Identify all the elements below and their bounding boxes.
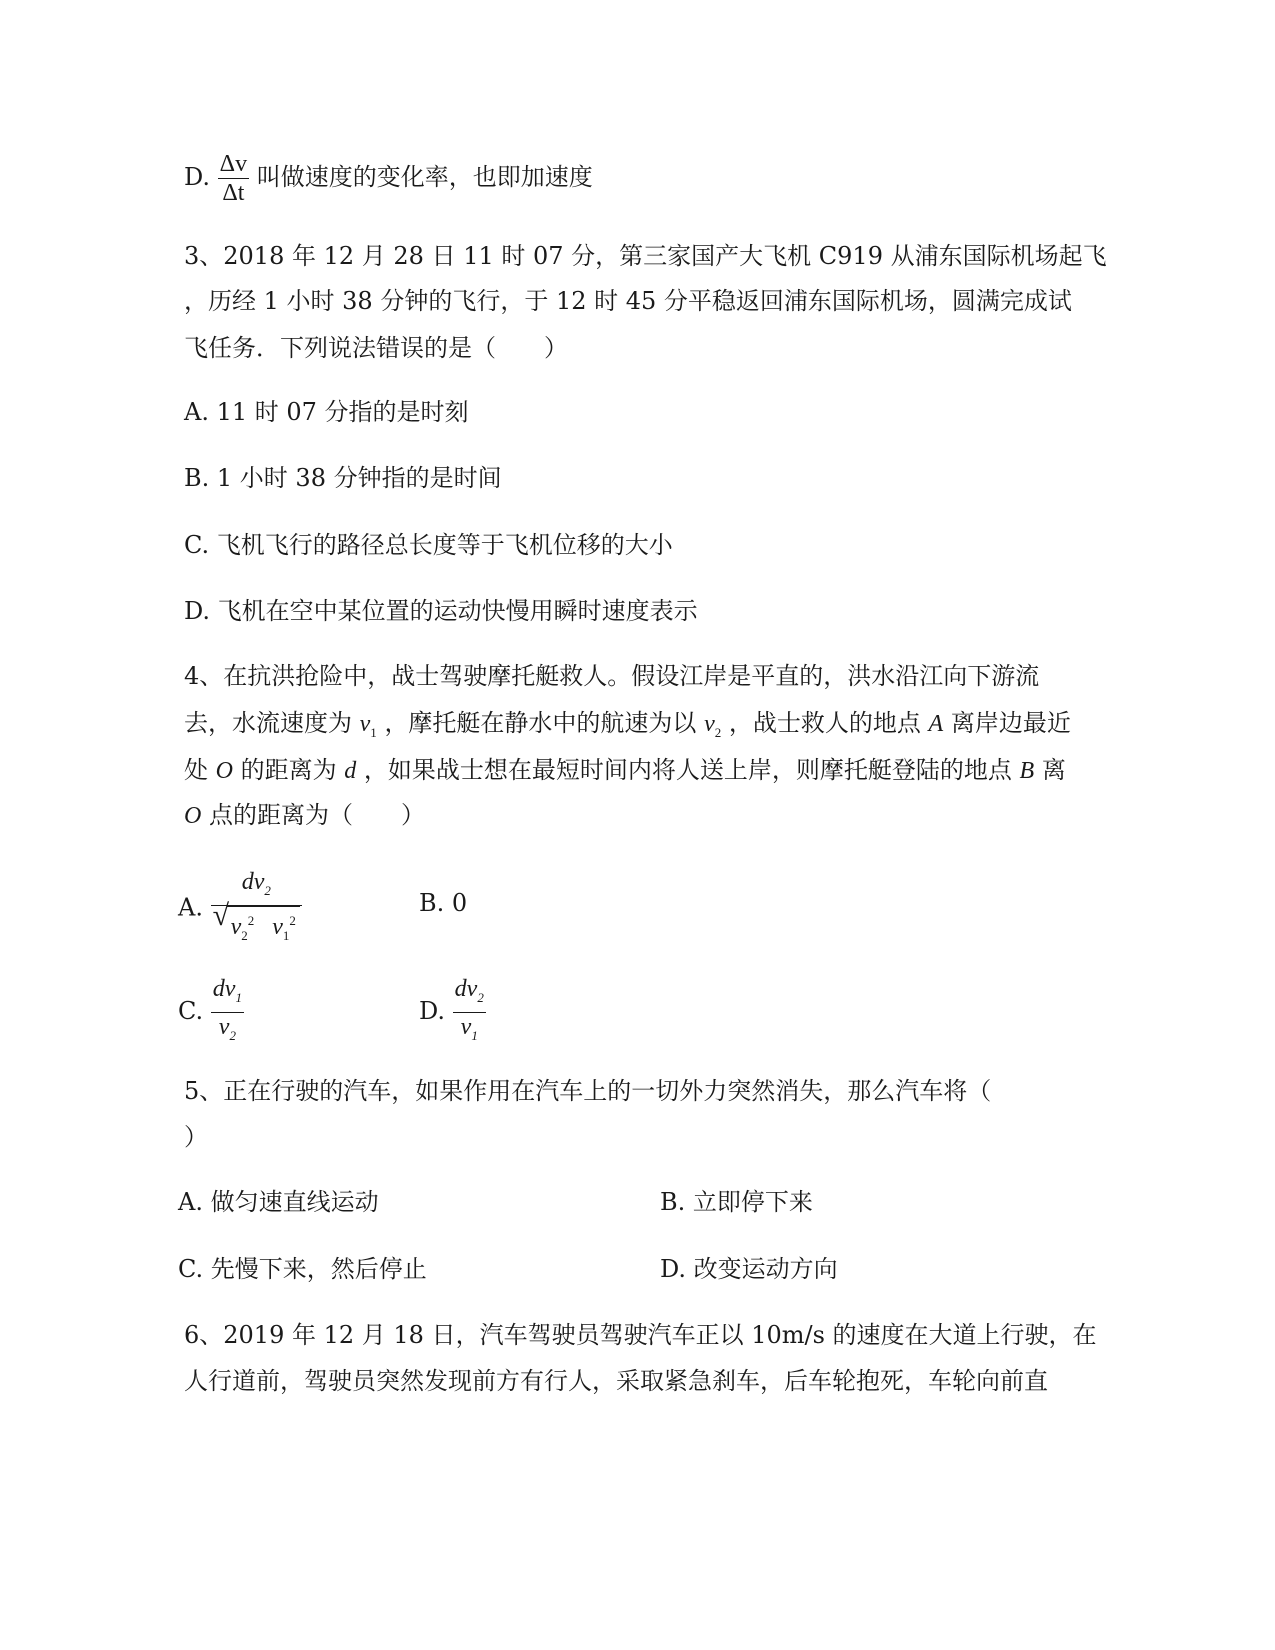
fraction-denominator: $v_2$ [218,1013,236,1043]
q3-line-2: ，历经 1 小时 38 分钟的飞行，于 12 时 45 分平稳返回浦东国际机场，圆满完成试 [184,287,1072,315]
q3-option-a: A. 11 时 07 分指的是时刻 [184,398,469,426]
q4-line-2 [184,708,1071,748]
q4-option-b: B. 0 [419,889,468,917]
q6-line-2: 人行道前，驾驶员突然发现前方有行人，采取紧急刹车，后车轮抱死，车轮向前直 [184,1367,1048,1395]
option-label: D. [419,996,446,1025]
q4-option-d [419,975,486,1050]
q4-text: ，如果战士想在最短时间内将人送上岸，则摩托艇登陆的地点 [363,756,1012,784]
square-root: √ $v_2^2$ $v_1^2$ [213,906,300,950]
var-d: d [344,758,357,784]
q5-option-d: D. 改变运动方向 [660,1255,838,1283]
var-v1: $v_1$ [359,711,377,740]
q4-text: ，战士救人的地点 [728,709,921,737]
q4-text: 离岸边最近 [950,709,1071,737]
q4-option-c [178,975,244,1050]
q5-line-2: ） [184,1123,208,1151]
fraction-numerator: $dv_2$ [453,975,486,1013]
fraction-numerator: $dv_2$ [211,868,302,906]
q4-text: 点的距离为（ ） [208,801,425,829]
q4-text: 的距离为 [240,756,337,784]
q3-option-b: B. 1 小时 38 分钟指的是时间 [184,464,502,492]
fraction-numerator: Δv [219,151,248,177]
fraction-option-d [453,975,486,1050]
q3-line-3: 飞任务．下列说法错误的是（ ） [184,334,568,362]
var-A: A [928,711,944,737]
q3-option-d: D. 飞机在空中某位置的运动快慢用瞬时速度表示 [184,597,698,625]
q6-line-1: 6、2019 年 12 月 18 日，汽车驾驶员驾驶汽车正以 10m/s 的速度在大道上行驶，在 [184,1321,1097,1349]
option-text: 叫做速度的变化率，也即加速度 [256,163,593,191]
var-O: O [184,803,202,829]
q5-option-c: C. 先慢下来，然后停止 [178,1255,427,1283]
var-v2: $v_2$ [704,711,722,740]
fraction-delta-v-over-delta-t [218,150,249,207]
q4-text: 处 [184,756,208,784]
fraction-denominator [211,898,302,950]
option-label: A. [178,893,203,922]
fraction-option-a [211,868,302,950]
q3-line-1: 3、2018 年 12 月 28 日 11 时 07 分，第三家国产大飞机 C919 从浦东国际机场起飞 [184,242,1107,270]
option-label: D. [184,163,211,191]
q5-option-b: B. 立即停下来 [660,1188,813,1216]
q5-option-a: A. 做匀速直线运动 [178,1188,379,1216]
fraction-option-c [211,975,244,1050]
var-B: B [1019,758,1035,784]
q4-line-1: 4、在抗洪抢险中，战士驾驶摩托艇救人。假设江岸是平直的，洪水沿江向下游流 [184,662,1040,690]
fraction-denominator: $v_1$ [460,1013,478,1043]
q4-line-3 [184,755,1066,786]
q4-text: 去，水流速度为 [184,709,352,737]
q4-text: 离 [1041,756,1066,784]
var-O: O [215,758,233,784]
q5-line-1: 5、正在行驶的汽车，如果作用在汽车上的一切外力突然消失，那么汽车将（ [184,1077,992,1105]
q4-text: ，摩托艇在静水中的航速为以 [384,709,697,737]
q3-option-c: C. 飞机飞行的路径总长度等于飞机位移的大小 [184,531,673,559]
fraction-numerator: $dv_1$ [211,975,244,1013]
q4-option-a [178,868,302,950]
option-label: C. [178,996,204,1025]
fraction-denominator: Δt [222,180,245,206]
q4-line-4 [184,800,425,831]
q2-option-d [184,150,593,207]
